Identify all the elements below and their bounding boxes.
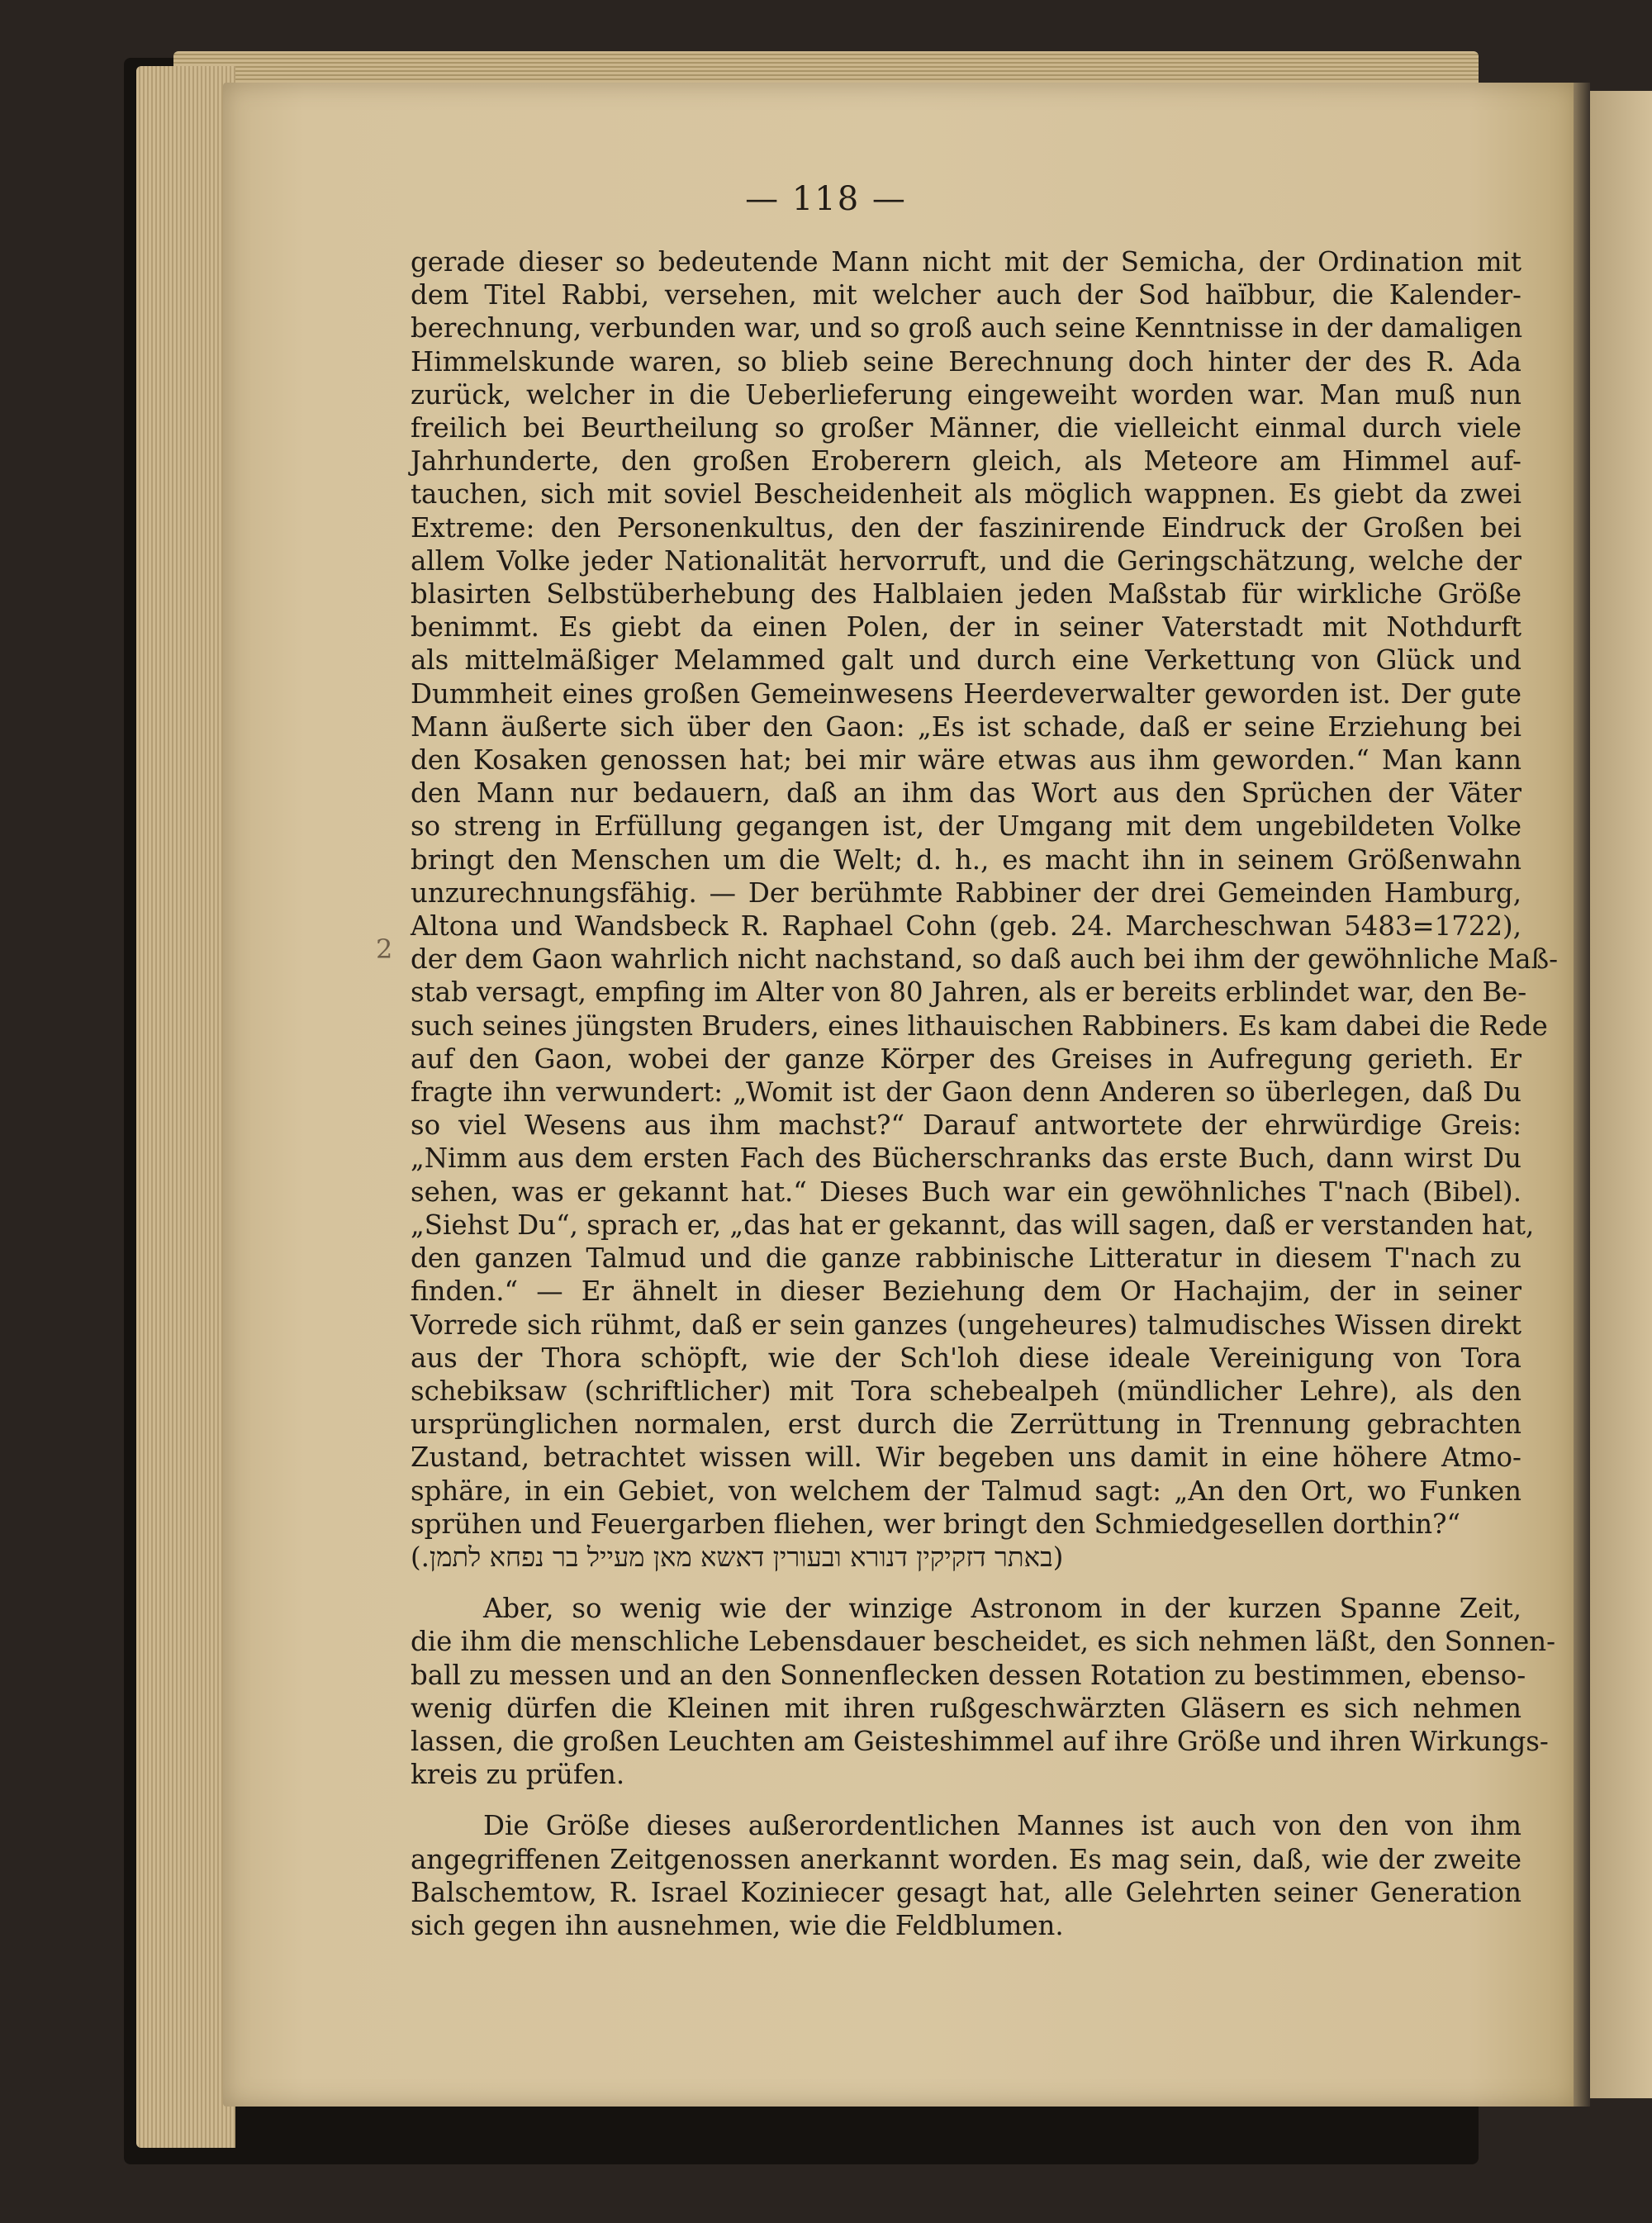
text-line: Vorrede sich rühmt, daß er sein ganzes (ungeheures) talmudisches Wissen direkt — [411, 1309, 1521, 1341]
text-line: stab versagt, empfing im Alter von 80 Jahren, als er bereits erblindet war, den Be- — [411, 976, 1527, 1009]
page-stack-left-edge — [136, 66, 235, 2148]
text-line: Balschemtow, R. Israel Koziniecer gesagt hat, alle Gelehrten seiner Generation — [411, 1876, 1521, 1908]
text-line: sphäre, in ein Gebiet, von welchem der Talmud sagt: „An den Ort, wo Funken — [411, 1475, 1521, 1507]
text-line: so streng in Erfüllung gegangen ist, der Umgang mit dem ungebildeten Volke — [411, 810, 1521, 843]
text-line: schebiksaw (schriftlicher) mit Tora schebealpeh (mündlicher Lehre), als den — [411, 1375, 1521, 1407]
text-line: wenig dürfen die Kleinen mit ihren rußgeschwärzten Gläsern es sich nehmen — [411, 1692, 1521, 1724]
text-line: bringt den Menschen um die Welt; d. h., es macht ihn in seinem Größenwahn — [411, 843, 1521, 876]
text-line: kreis zu prüfen. — [411, 1759, 625, 1791]
text-line: such seines jüngsten Bruders, eines lithauischen Rabbiners. Es kam dabei die Rede — [411, 1009, 1548, 1042]
text-line: gerade dieser so bedeutende Mann nicht mit der Semicha, der Ordination mit — [411, 246, 1521, 278]
text-line: „Siehst Du“, sprach er, „das hat er gekannt, das will sagen, daß er verstanden hat, — [411, 1209, 1535, 1241]
text-line: der dem Gaon wahrlich nicht nachstand, so daß auch bei ihm der gewöhnliche Maß- — [411, 943, 1559, 976]
margin-pencil-mark: 2 — [376, 933, 393, 965]
text-line: Aber, so wenig wie der winzige Astronom in der kurzen Spanne Zeit, — [483, 1593, 1521, 1625]
paragraph-3 — [411, 1809, 1521, 1942]
text-line: sehen, was er gekannt hat.“ Dieses Buch war ein gewöhnliches T'nach (Bibel). — [411, 1176, 1521, 1208]
text-line: auf den Gaon, wobei der ganze Körper des Greises in Aufregung gerieth. Er — [411, 1043, 1521, 1075]
text-line: allem Volke jeder Nationalität hervorruft, und die Geringschätzung, welche der — [411, 544, 1521, 577]
page-number: — 118 — — [745, 180, 907, 218]
text-line: Himmelskunde waren, so blieb seine Berechnung doch hinter der des R. Ada — [411, 345, 1521, 378]
next-page-edge — [1590, 91, 1652, 2098]
text-line: Jahrhunderte, den großen Eroberern gleich, als Meteore am Himmel auf- — [411, 445, 1521, 477]
text-line: lassen, die großen Leuchten am Geisteshimmel auf ihre Größe und ihren Wirkungs- — [411, 1725, 1549, 1757]
text-line: Extreme: den Personenkultus, den der faszinirende Eindruck der Großen bei — [411, 511, 1521, 544]
page-body-text — [411, 245, 1559, 1942]
text-line: angegriffenen Zeitgenossen anerkannt worden. Es mag sein, daß, wie der zweite — [411, 1843, 1521, 1875]
text-line: „Nimm aus dem ersten Fach des Bücherschranks das erste Buch, dann wirst Du — [411, 1142, 1521, 1175]
text-line: finden.“ — Er ähnelt in dieser Beziehung dem Or Hachajim, der in seiner — [411, 1275, 1521, 1308]
text-line: die ihm die menschliche Lebensdauer bescheidet, es sich nehmen läßt, den Sonnen- — [411, 1626, 1556, 1658]
text-line: Zustand, betrachtet wissen will. Wir begeben uns damit in eine höhere Atmo- — [411, 1442, 1521, 1474]
paragraph-1 — [411, 245, 1559, 1541]
text-line: sprühen und Feuergarben fliehen, wer bringt den Schmiedgesellen dorthin?“ — [411, 1508, 1461, 1540]
text-line: Altona und Wandsbeck R. Raphael Cohn (geb. 24. Marcheschwan 5483=1722), — [411, 910, 1521, 943]
text-line: fragte ihn verwundert: „Womit ist der Gaon denn Anderen so überlegen, daß Du — [411, 1076, 1521, 1109]
hebrew-quote: (באתר דזקיקין דנורא ובעורין דאשא מאן מעייל בר נפחא לתמן.) — [411, 1541, 1064, 1573]
text-line: berechnung, verbunden war, und so groß auch seine Kenntnisse in der damaligen — [411, 312, 1523, 344]
text-line: tauchen, sich mit soviel Bescheidenheit als möglich wappnen. Es giebt da zwei — [411, 478, 1521, 511]
text-line: benimmt. Es giebt da einen Polen, der in seiner Vaterstadt mit Nothdurft — [411, 611, 1521, 644]
book-gutter — [1574, 83, 1590, 2107]
text-line: Die Größe dieses außerordentlichen Mannes ist auch von den von ihm — [483, 1810, 1521, 1842]
text-line: freilich bei Beurtheilung so großer Männer, die vielleicht einmal durch viele — [411, 412, 1521, 444]
text-line: sich gegen ihn ausnehmen, wie die Feldblumen. — [411, 1909, 1064, 1941]
text-line: als mittelmäßiger Melammed galt und durch eine Verkettung von Glück und — [411, 644, 1521, 677]
text-line: den Kosaken genossen hat; bei mir wäre etwas aus ihm geworden.“ Man kann — [411, 744, 1521, 777]
text-line: zurück, welcher in die Ueberlieferung eingeweiht worden war. Man muß nun — [411, 378, 1521, 411]
text-line: Dummheit eines großen Gemeinwesens Heerdeverwalter geworden ist. Der gute — [411, 677, 1521, 710]
text-line: den ganzen Talmud und die ganze rabbinische Litteratur in diesem T'nach zu — [411, 1242, 1521, 1275]
text-line: den Mann nur bedauern, daß an ihm das Wort aus den Sprüchen der Väter — [411, 777, 1521, 810]
text-line: unzurechnungsfähig. — Der berühmte Rabbiner der drei Gemeinden Hamburg, — [411, 876, 1521, 909]
text-line: so viel Wesens aus ihm machst?“ Darauf antwortete der ehrwürdige Greis: — [411, 1109, 1521, 1142]
text-line: blasirten Selbstüberhebung des Halblaien jeden Maßstab für wirkliche Größe — [411, 578, 1521, 610]
text-line: aus der Thora schöpft, wie der Sch'loh diese ideale Vereinigung von Tora — [411, 1342, 1521, 1374]
paragraph-2 — [411, 1592, 1556, 1791]
text-line: Mann äußerte sich über den Gaon: „Es ist schade, daß er seine Erziehung bei — [411, 710, 1521, 743]
text-line: dem Titel Rabbi, versehen, mit welcher auch der Sod haïbbur, die Kalender- — [411, 279, 1521, 311]
text-line: ball zu messen und an den Sonnenflecken dessen Rotation zu bestimmen, ebenso- — [411, 1659, 1526, 1691]
text-line: ursprünglichen normalen, erst durch die Zerrüttung in Trennung gebrachten — [411, 1408, 1521, 1441]
